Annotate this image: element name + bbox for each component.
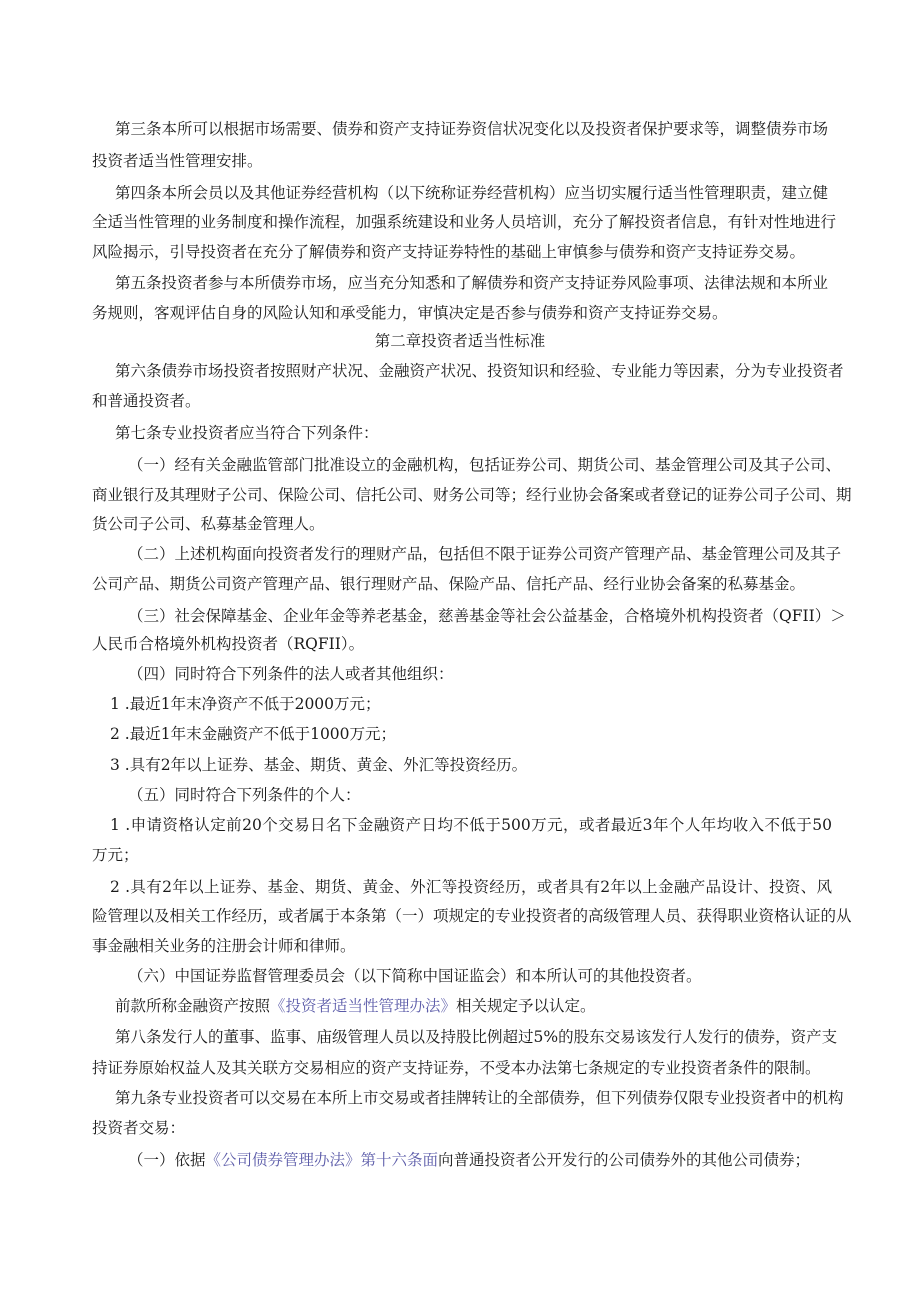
article-5-line-1: 第五条投资者参与本所债券市场，应当充分知悉和了解债券和资产支持证券风险事项、法律法规和本所业 <box>115 274 829 292</box>
item-1-line-1: （一）经有关金融监管部门批准设立的金融机构，包括证券公司、期货公司、基金管理公司及其子公司、 <box>128 456 842 474</box>
item-text-before: （一）依据 <box>128 1151 206 1169</box>
article-4-line-3: 风险揭示，引导投资者在充分了解债券和资产支持证券特性的基础上审慎参与债券和资产支持证券交易。 <box>92 243 806 261</box>
article-5-line-2: 务规则，客观评估自身的风险认知和承受能力，审慎决定是否参与债券和资产支持证券交易。 <box>92 304 728 322</box>
corporate-bond-measures-link[interactable]: 《公司债券管理办法》第十六条面 <box>205 1151 439 1169</box>
chapter-2-heading: 第二章投资者适当性标准 <box>374 332 546 350</box>
article-9-item-1 <box>128 1150 810 1170</box>
item-6-line: （六）中国证券监督管理委员会（以下简称中国证监会）和本所认可的其他投资者。 <box>128 967 702 985</box>
item-5-sub-2-line-3: 事金融相关业务的注册会计师和律师。 <box>92 937 356 955</box>
item-1-line-3: 货公司子公司、私募基金管理人。 <box>92 515 325 533</box>
item-5-sub-1-line-1: 1 .申请资格认定前20个交易日名下金融资产日均不低于500万元，或者最近3年个人年均收入不低于50 <box>110 816 832 834</box>
article-3-line-1: 第三条本所可以根据市场需要、债券和资产支持证券资信状况变化以及投资者保护要求等，调整债券市场 <box>115 120 829 138</box>
article-9-line-2: 投资者交易： <box>92 1119 186 1137</box>
item-2-line-1: （二）上述机构面向投资者发行的理财产品，包括但不限于证券公司资产管理产品、基金管理公司及其子 <box>128 545 842 563</box>
paragraph-text-after: 相关规定予以认定。 <box>456 997 596 1015</box>
item-4-sub-3: 3 .具有2年以上证券、基金、期货、黄金、外汇等投资经历。 <box>110 756 528 774</box>
article-3-line-2: 投资者适当性管理安排。 <box>92 152 263 170</box>
article-8-line-1: 第八条发行人的董事、监事、庙级管理人员以及持股比例超过5%的股东交易该发行人发行的债券，资产支 <box>115 1028 838 1046</box>
item-4-line: （四）同时符合下列条件的法人或者其他组织： <box>128 665 454 683</box>
item-5-sub-2-line-2: 险管理以及相关工作经历，或者属于本条第（一）项规定的专业投资者的高级管理人员、获得职业资格认证的从 <box>92 907 852 925</box>
item-4-sub-2: 2 .最近1年末金融资产不低于1000万元； <box>110 725 397 743</box>
item-text-after: 向普通投资者公开发行的公司债券外的其他公司债券； <box>438 1151 811 1169</box>
financial-assets-paragraph <box>115 996 596 1016</box>
item-3-line-1: （三）社会保障基金、企业年金等养老基金，慈善基金等社会公益基金，合格境外机构投资者（QFII）＞ <box>128 607 846 625</box>
item-5-sub-2-line-1: 2 .具有2年以上证券、基金、期货、黄金、外汇等投资经历，或者具有2年以上金融产品设计、投资、风 <box>110 878 832 896</box>
article-6-line-1: 第六条债券市场投资者按照财产状况、金融资产状况、投资知识和经验、专业能力等因素，分为专业投资者 <box>115 362 844 380</box>
article-4-line-2: 全适当性管理的业务制度和操作流程，加强系统建设和业务人员培训，充分了解投资者信息，有针对性地进行 <box>92 213 837 231</box>
item-3-line-2: 人民币合格境外机构投资者（RQFII）。 <box>92 635 365 653</box>
item-4-sub-1: 1 .最近1年末净资产不低于2000万元； <box>110 695 381 713</box>
item-5-line: （五）同时符合下列条件的个人： <box>128 786 361 804</box>
item-2-line-2: 公司产品、期货公司资产管理产品、银行理财产品、保险产品、信托产品、经行业协会备案的私募基金。 <box>92 575 806 593</box>
article-6-line-2: 和普通投资者。 <box>92 392 201 410</box>
suitability-measures-link[interactable]: 《投资者适当性管理办法》 <box>270 997 457 1015</box>
item-1-line-2: 商业银行及其理财子公司、保险公司、信托公司、财务公司等；经行业协会备案或者登记的证券公司子公司、期 <box>92 486 852 504</box>
item-5-sub-1-line-2: 万元； <box>92 846 139 864</box>
article-9-line-1: 第九条专业投资者可以交易在本所上市交易或者挂牌转让的全部债券，但下列债券仅限专业投资者中的机构 <box>115 1089 844 1107</box>
paragraph-text-before: 前款所称金融资产按照 <box>115 997 271 1015</box>
article-7-line: 第七条专业投资者应当符合下列条件： <box>115 424 379 442</box>
article-8-line-2: 持证券原始权益人及其关联方交易相应的资产支持证券，不受本办法第七条规定的专业投资者条件的限制。 <box>92 1059 821 1077</box>
article-4-line-1: 第四条本所会员以及其他证券经营机构（以下统称证券经营机构）应当切实履行适当性管理职责，建立健 <box>115 184 829 202</box>
